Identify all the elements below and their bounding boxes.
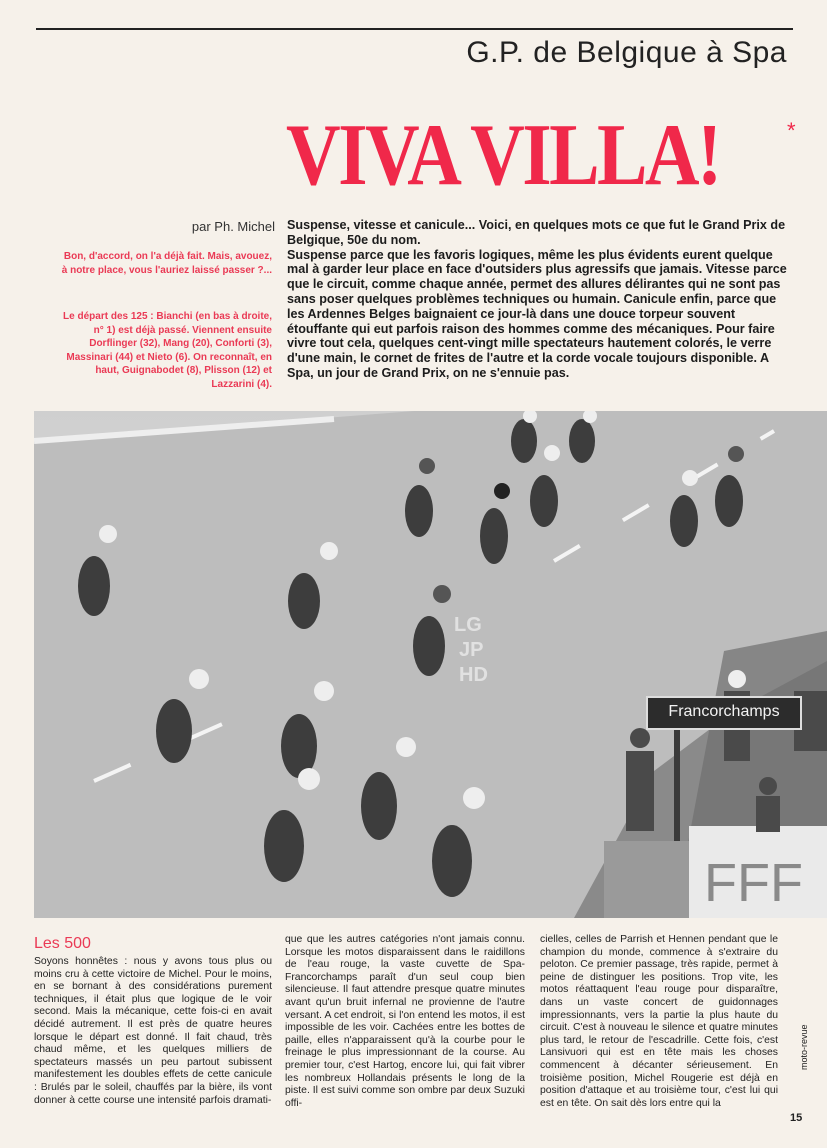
sidebar-note: Bon, d'accord, on l'a déjà fait. Mais, avouez, à notre place, vous l'auriez laissé passer ?... bbox=[61, 251, 272, 276]
article-column-2-text: que que les autres catégories n'ont jamais connu. Lorsque les motos disparaissent dans le raidillons de l'eau rouge, la vaste cuvette de Spa-Francorchamps paraît d'un seul coup bien silencieuse. Il faut attendre presque quatre minutes avant qu'un bruit infernal ne provienne de l'autre versant. A cet endroit, si l'on entend les motos, il est impossible de les voir. Cachées entre les bottes de paille, elles n'apparaissent qu'à la courbe pour le freinage le plus impressionnant de la course. Au premier tour, c'est Hartog, encore lui, qui fait vibrer les nombreux Hollandais présents le long de la piste. Il est suivi comme son ombre par deux Suzuki offi- bbox=[285, 934, 525, 1109]
article-column-3-text: cielles, celles de Parrish et Hennen pendant que le champion du monde, commence à s'extraire du peloton. Ce premier passage, très rapide, permet à peine de distinguer les positions. Trop vite, les motos réattaquent l'eau rouge pour disparaître, dans un vaste concert de guidonnages impressionnants, vers la partie la plus haute du circuit. C'est à nouveau le silence et quatre minutes plus tard, le retour de l'escadrille. Cette fois, c'est Lansivuori qui est en tête mais les choses commencent à décanter sérieusement. En troisième position, Michel Rougerie est déjà en position d'attaque et au troisième tour, c'est lui qui est en tête. On sait dès lors entre qui la bbox=[540, 934, 778, 1109]
section-title: G.P. de Belgique à Spa bbox=[466, 36, 787, 69]
svg-text:HD: HD bbox=[459, 664, 488, 686]
intro-paragraph-2: Suspense parce que les favoris logiques, même les plus évidents eurent quelque mal à garder leur place en face d'outsiders plus agressifs que jamais. Vitesse parce que le circuit, comme chaque année, permet des allures délirantes qui ne sont pas sans poser quelques problèmes techniques ou humain. Canicule enfin, parce que les Ardennes Belges baignaient ce jour-là dans une douce torpeur souvent étouffante qui eut parfois raison des hommes comme des mécaniques. Pour faire vivre tout cela, quelques cent-vingt mille spectateurs hautement colorés, le verre d'une main, le cornet de frites de l'autre et la corde vocale toujours disponible. A Spa, un jour de Grand Prix, on ne s'ennuie pas. bbox=[287, 247, 787, 380]
headline-asterisk: * bbox=[787, 118, 796, 143]
article-column-1-text: Soyons honnêtes : nous y avons tous plus ou moins cru à cette victoire de Michel. Pour le moins, en se bornant à des considérations purement techniques, il était plus que logique de le voir second. Mais la mécanique, cette fois-ci en avait décidé autrement. Il est près de quatre heures lorsque le départ est donné. Il fait chaud, très chaud même, et les quelques milliers de spectateurs massés un peu partout subissent manifestement les doubles effets de cette canicule : Brulés par le soleil, chauffés par la bière, ils vont donner à cette course une intensité parfois dramati- bbox=[34, 956, 272, 1106]
francorchamps-sign: Francorchamps bbox=[646, 696, 802, 730]
svg-text:JP: JP bbox=[459, 639, 484, 661]
svg-text:FFF: FFF bbox=[704, 853, 803, 913]
article-column-3 bbox=[540, 934, 778, 1110]
photo-caption: Le départ des 125 : Bianchi (en bas à droite, n° 1) est déjà passé. Viennent ensuite Dorflinger (32), Mang (20), Conforti (3), Massinari (44) et Nieto (6). On reconnaît, en haut, Guignabodet (8), Plisson (12) et Lazzarini (4). bbox=[63, 311, 272, 390]
page-number: 15 bbox=[790, 1112, 803, 1124]
magazine-tag: moto-revue bbox=[799, 1024, 809, 1070]
article-column-2 bbox=[285, 934, 525, 1110]
intro-text bbox=[287, 218, 793, 381]
headline: VIVA VILLA! bbox=[286, 107, 720, 204]
article-subhead: Les 500 bbox=[34, 935, 91, 952]
svg-text:LG: LG bbox=[454, 614, 482, 636]
race-photo-illustration bbox=[34, 411, 827, 918]
header-rule bbox=[36, 28, 793, 30]
intro-paragraph-1: Suspense, vitesse et canicule... Voici, en quelques mots ce que fut le Grand Prix de Belgique, 50e du nom. bbox=[287, 218, 786, 247]
article-column-1 bbox=[34, 956, 272, 1107]
byline: par Ph. Michel bbox=[191, 219, 275, 234]
race-photo bbox=[34, 411, 827, 918]
